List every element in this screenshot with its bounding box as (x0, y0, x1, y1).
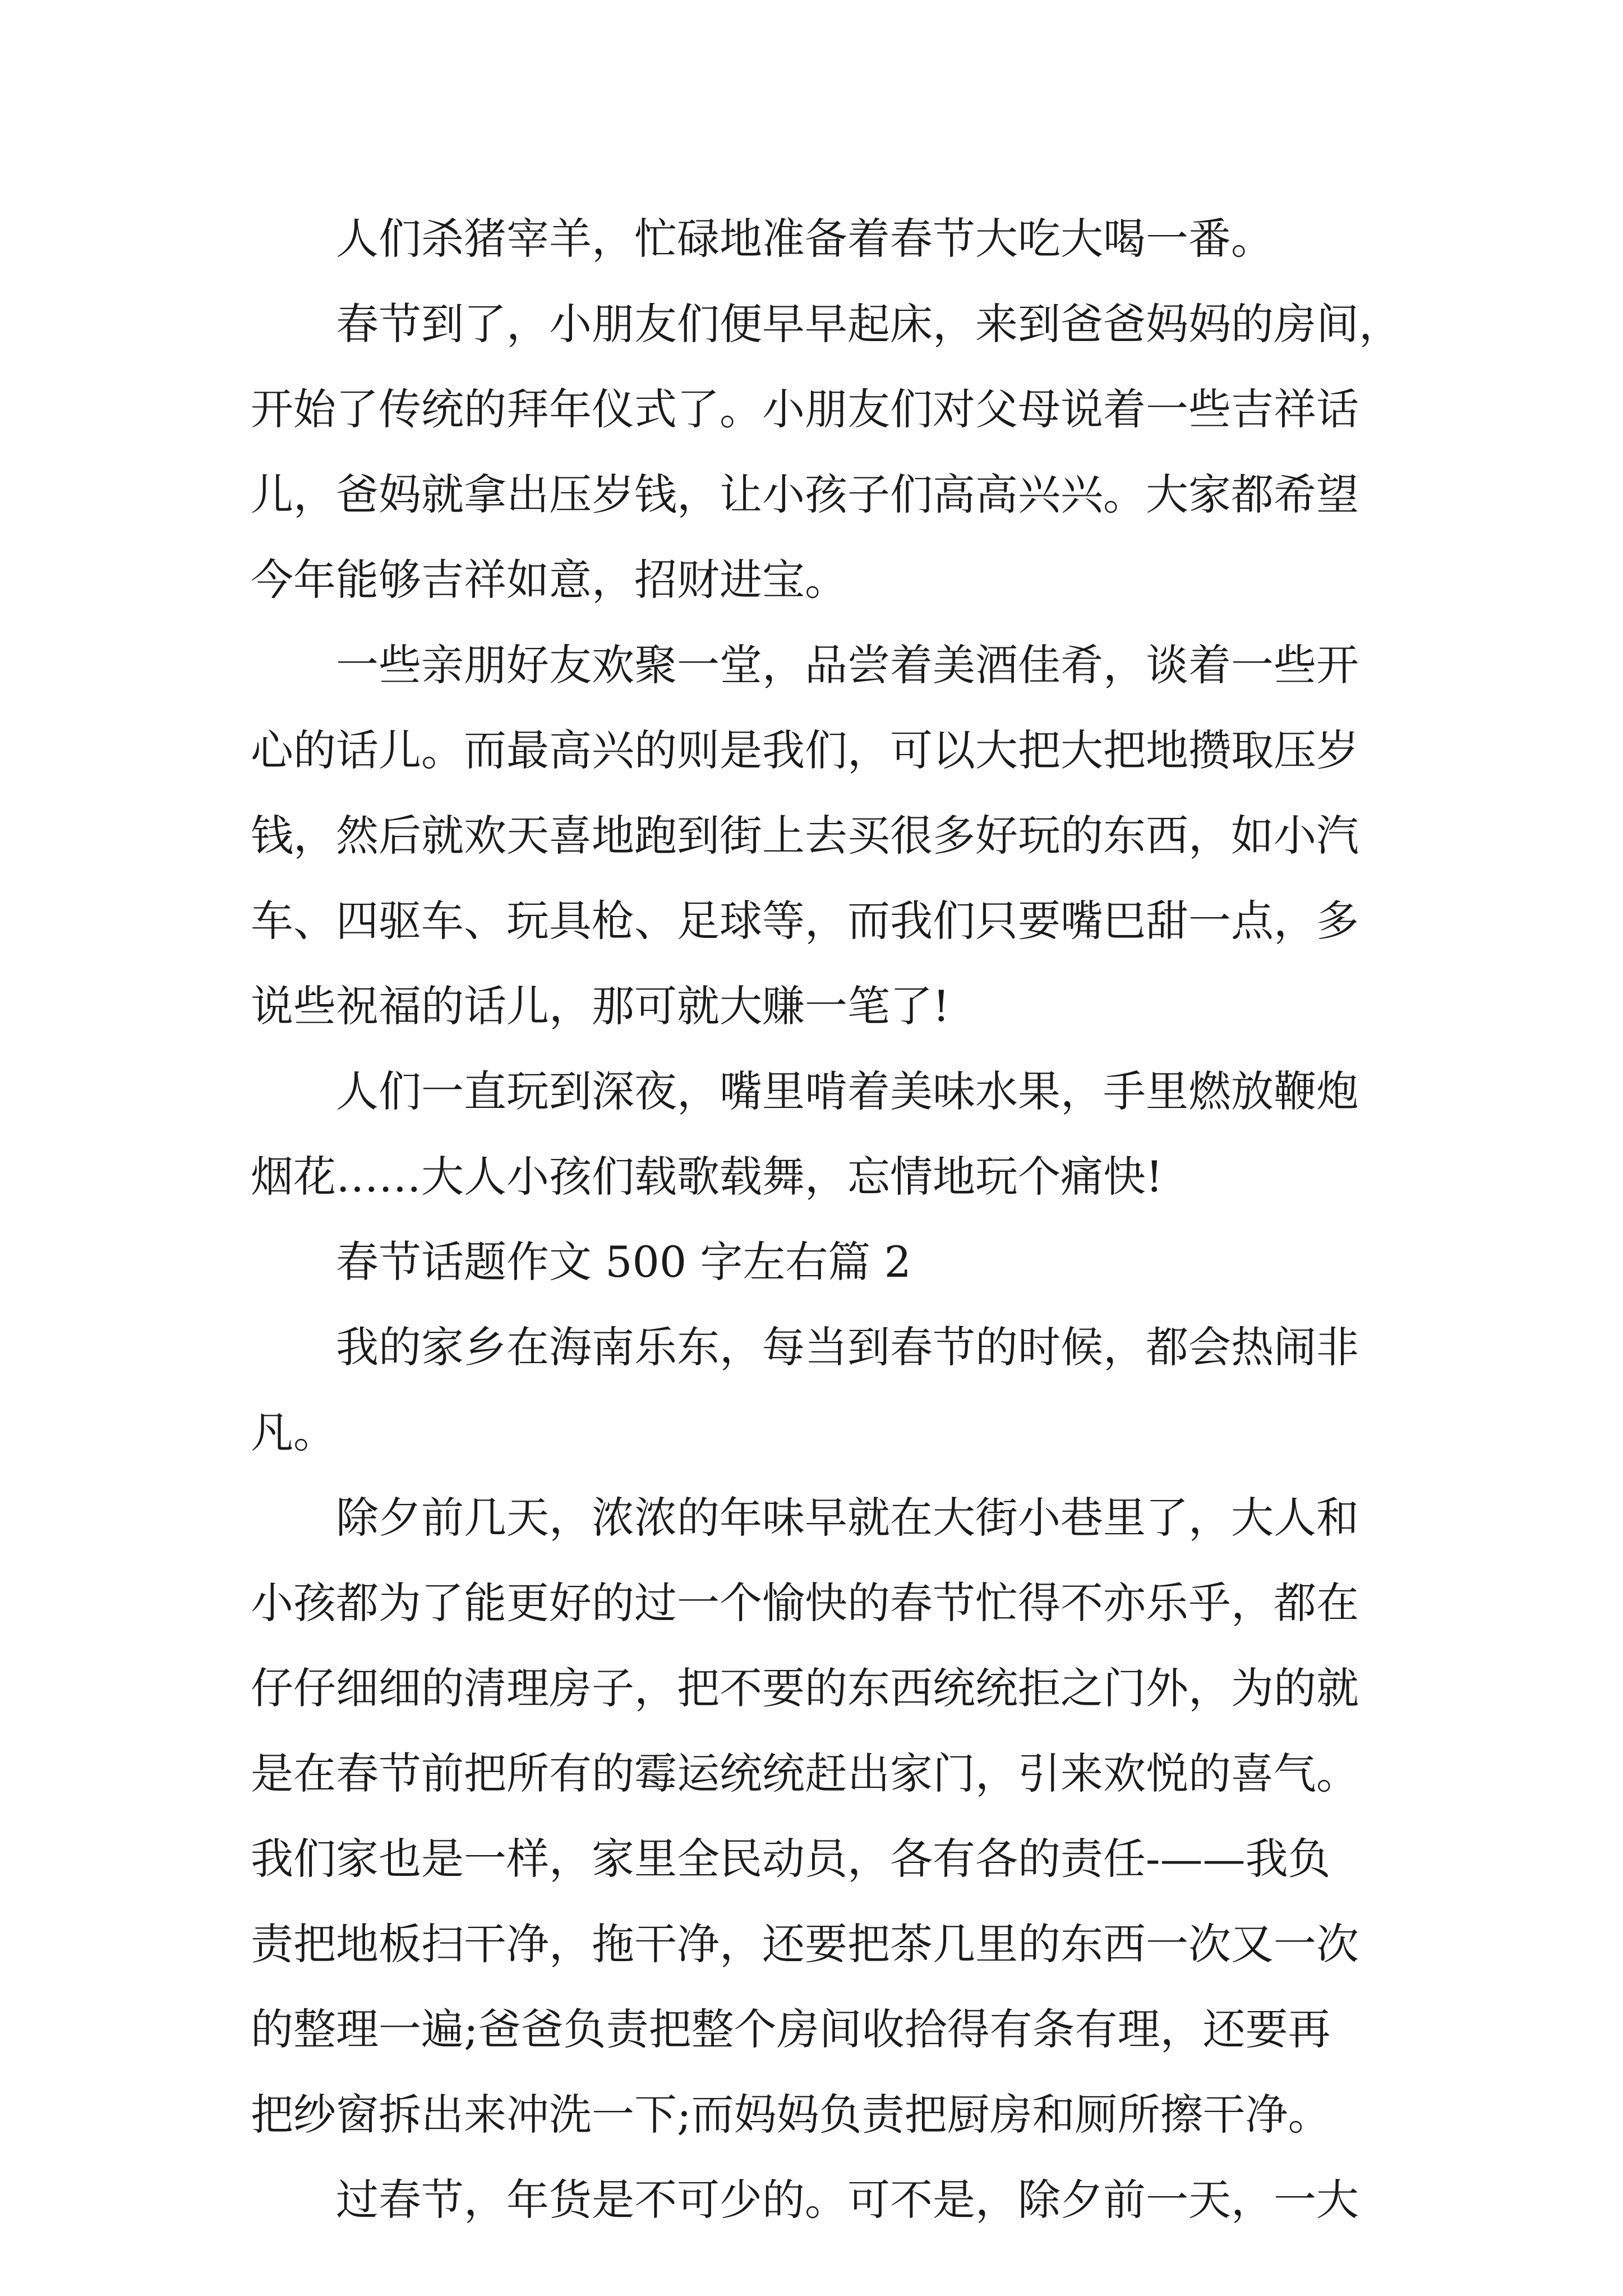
text-line: 儿，爸妈就拿出压岁钱，让小孩子们高高兴兴。大家都希望 (251, 470, 1359, 519)
text-line: 开始了传统的拜年仪式了。小朋友们对父母说着一些吉祥话 (251, 384, 1359, 434)
text-line: 钱，然后就欢天喜地跑到街上去买很多好玩的东西，如小汽 (251, 811, 1359, 861)
text-line: 过春节，年货是不可少的。可不是，除夕前一天，一大 (336, 2175, 1359, 2225)
text-line: 说些祝福的话儿，那可就大赚一笔了! (251, 981, 950, 1031)
text-line: 小孩都为了能更好的过一个愉快的春节忙得不亦乐乎，都在 (251, 1578, 1359, 1628)
article-body (251, 196, 1401, 2243)
text-line: 凡。 (251, 1407, 336, 1457)
text-line: 今年能够吉祥如意，招财进宝。 (251, 555, 847, 605)
text-line: 人们一直玩到深夜，嘴里啃着美味水果，手里燃放鞭炮 (336, 1066, 1359, 1116)
text-line: 是在春节前把所有的霉运统统赶出家门，引来欢悦的喜气。 (251, 1749, 1359, 1798)
text-line: 车、四驱车、玩具枪、足球等，而我们只要嘴巴甜一点，多 (251, 896, 1359, 946)
text-line: 把纱窗拆出来冲洗一下;而妈妈负责把厨房和厕所擦干净。 (251, 2090, 1331, 2139)
text-line: 除夕前几天，浓浓的年味早就在大街小巷里了，大人和 (336, 1493, 1359, 1543)
text-line: 春节到了，小朋友们便早早起床，来到爸爸妈妈的房间， (336, 299, 1401, 349)
text-line: 责把地板扫干净，拖干净，还要把茶几里的东西一次又一次 (251, 1919, 1359, 1969)
text-line: 我们家也是一样，家里全民动员，各有各的责任-——我负 (251, 1834, 1331, 1884)
section-heading: 春节话题作文 500 字左右篇 2 (336, 1237, 911, 1287)
text-line: 心的话儿。而最高兴的则是我们，可以大把大把地攒取压岁 (251, 725, 1359, 775)
text-line: 仔仔细细的清理房子，把不要的东西统统拒之门外，为的就 (251, 1663, 1359, 1713)
text-line: 烟花……大人小孩们载歌载舞，忘情地玩个痛快! (251, 1152, 1163, 1202)
text-line: 的整理一遍;爸爸负责把整个房间收拾得有条有理，还要再 (251, 2004, 1331, 2054)
text-line: 我的家乡在海南乐东，每当到春节的时候，都会热闹非 (336, 1322, 1359, 1372)
text-line: 人们杀猪宰羊，忙碌地准备着春节大吃大喝一番。 (336, 214, 1274, 264)
text-line: 一些亲朋好友欢聚一堂，品尝着美酒佳肴，谈着一些开 (336, 640, 1359, 690)
